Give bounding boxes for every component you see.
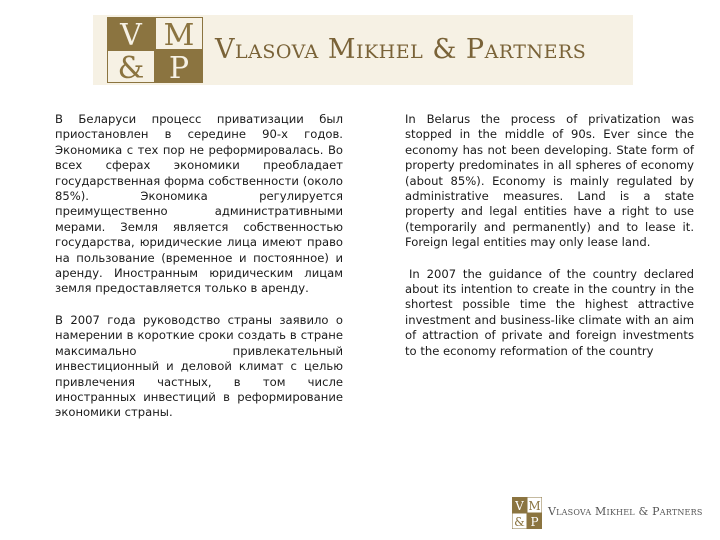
english-paragraph-1: In Belarus the process of privatization was stopped in the middle of 90s. Ever since the economy has not been developing. State form of property predominates in all spheres of economy (about 85%). Economy is mainly regulated by administrative measures. Land is a state property and legal entities have a right to use (temporarily and permanently) and to lease it. Foreign legal entities may only lease land. — [405, 112, 694, 250]
footer-brand-name: Vlasova Mikhel & Partners — [548, 505, 703, 518]
footer-logo — [512, 497, 702, 529]
russian-paragraph-2: В 2007 года руководство страны заявило о намерении в короткие сроки создать в стране максимально привлекательный инвестиционный и деловой климат с целью привлечения частных, в том числе иностранных инвестиций в реформирование экономики страны. — [55, 312, 343, 420]
svg-text:P: P — [530, 515, 539, 529]
english-text-column — [405, 112, 694, 359]
vmp-logo-icon — [107, 17, 203, 83]
russian-paragraph-1: В Беларуси процесс приватизации был приостановлен в середине 90-х годов. Экономика с тех пор не реформировалась. Во всех сферах экономики преобладает государственная форма собственности (около 85%). Экономика регулируется преимущественно административными мерами. Земля является собственностью государства, юридические лица имеют право на пользование (временное и постоянное) и аренду. Иностранным юридическим лицам земля предоставляется только в аренду. — [55, 112, 343, 296]
svg-text:&: & — [117, 51, 145, 83]
russian-text-column — [55, 112, 343, 421]
svg-text:P: P — [168, 51, 190, 83]
brand-name: Vlasova Mikhel & Partners — [215, 34, 587, 65]
svg-text:V: V — [515, 499, 524, 513]
vmp-small-logo-icon — [512, 497, 542, 529]
svg-text:M: M — [528, 499, 541, 513]
svg-text:&: & — [514, 515, 525, 529]
english-paragraph-2: In 2007 the guidance of the country declared about its intention to create in the country in the shortest possible time the highest attractive investment and business-like climate with an aim of attraction of private and foreign investments to the economy reformation of the country — [405, 266, 694, 358]
header-banner — [93, 15, 633, 85]
svg-text:V: V — [120, 18, 142, 53]
svg-text:M: M — [163, 18, 195, 53]
